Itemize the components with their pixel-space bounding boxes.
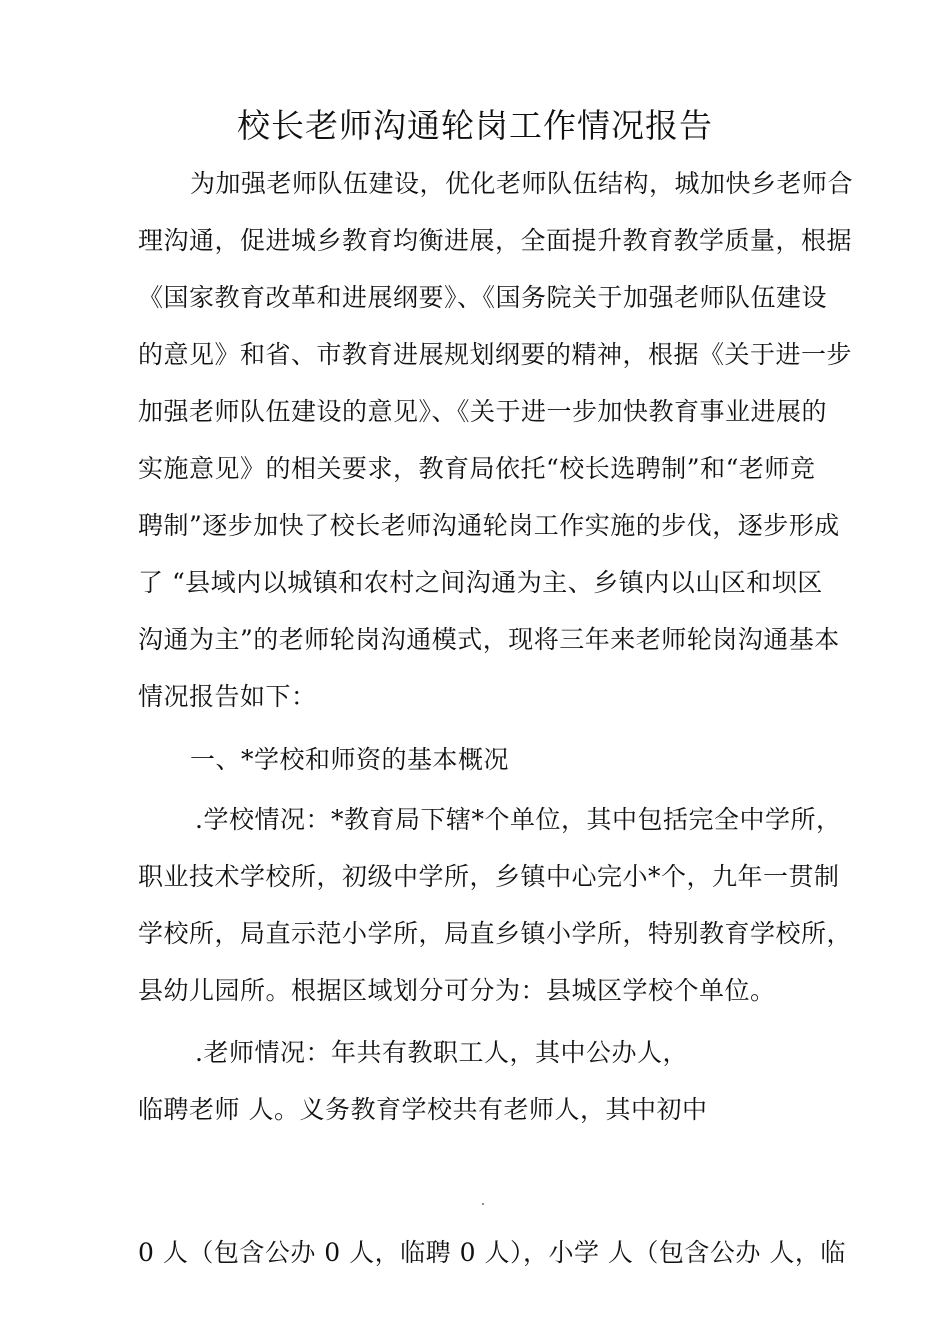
paragraph-line: 县幼儿园所。根据区域划分可分为：县城区学校个单位。 xyxy=(138,976,776,1005)
paragraph-line: 学校所，局直示范小学所，局直乡镇小学所，特别教育学校所， xyxy=(138,919,853,948)
paragraph-line: 聘制”逐步加快了校长老师沟通轮岗工作实施的步伐，逐步形成 xyxy=(138,511,840,540)
document-title: 校长老师沟通轮岗工作情况报告 xyxy=(237,106,713,145)
paragraph-line: 职业技术学校所，初级中学所，乡镇中心完小*个，九年一贯制 xyxy=(138,862,840,891)
paragraph-line: 实施意见》的相关要求，教育局依托“校长选聘制”和“老师竞 xyxy=(138,454,816,483)
paragraph-line: 沟通为主”的老师轮岗沟通模式，现将三年来老师轮岗沟通基本 xyxy=(138,625,840,654)
paragraph-line: 临聘老师 人。义务教育学校共有老师人，其中初中 xyxy=(138,1095,708,1124)
paragraph-line: 《国家教育改革和进展纲要》、《国务院关于加强老师队伍建设 xyxy=(138,283,828,312)
section-heading: 一、*学校和师资的基本概况 xyxy=(190,745,510,774)
paragraph-line: 的意见》和省、市教育进展规划纲要的精神，根据《关于进一步 xyxy=(138,340,853,369)
paragraph-line: 情况报告如下： xyxy=(138,682,317,711)
page-break-marker xyxy=(482,1203,484,1205)
paragraph-line: .学校情况：*教育局下辖*个单位，其中包括完全中学所， xyxy=(195,805,842,834)
paragraph-line: 加强老师队伍建设的意见》、《关于进一步加快教育事业进展的 xyxy=(138,397,828,426)
paragraph-line: 0 人（包含公办 0 人，临聘 0 人），小学 人（包含公办 人，临 xyxy=(138,1238,846,1267)
paragraph-line: .老师情况：年共有教职工人，其中公办人， xyxy=(195,1038,688,1067)
paragraph-line: 了 “县域内以城镇和农村之间沟通为主、乡镇内以山区和坝区 xyxy=(138,568,823,597)
paragraph-line: 理沟通，促进城乡教育均衡进展，全面提升教育教学质量，根据 xyxy=(138,226,853,255)
paragraph-line: 为加强老师队伍建设，优化老师队伍结构，城加快乡老师合 xyxy=(190,169,854,198)
